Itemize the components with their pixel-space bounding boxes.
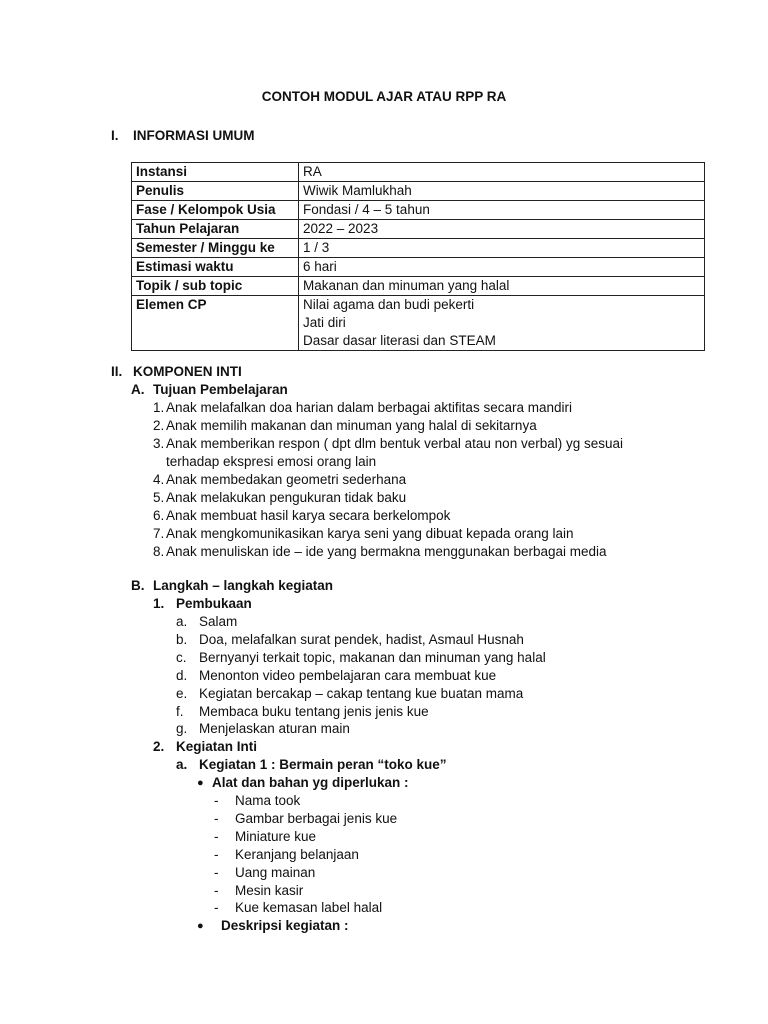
bullet-icon: ● xyxy=(197,777,204,789)
info-value-line: Dasar dasar literasi dan STEAM xyxy=(303,333,496,348)
goal-text: Anak memberikan respon ( dpt dlm bentuk verbal atau non verbal) yg sesuai xyxy=(166,436,623,451)
info-value xyxy=(299,201,705,220)
goal-text: Anak mengkomunikasikan karya seni yang dibuat kepada orang lain xyxy=(166,526,574,541)
subsection-b-letter: B. xyxy=(131,578,145,593)
subsection-b-heading: Langkah – langkah kegiatan xyxy=(153,578,334,593)
document-title: CONTOH MODUL AJAR ATAU RPP RA xyxy=(261,89,507,104)
goal-text: Anak melafalkan doa harian dalam berbagai aktifitas secara mandiri xyxy=(166,400,572,415)
goal-text: Anak menuliskan ide – ide yang bermakna menggunakan berbagai media xyxy=(166,544,607,559)
info-value xyxy=(299,220,705,239)
info-row xyxy=(132,258,705,277)
goal-text-continued: terhadap ekspresi emosi orang lain xyxy=(166,454,377,469)
info-key: Elemen CP xyxy=(132,296,299,351)
goal-text: Anak membuat hasil karya secara berkelompok xyxy=(166,508,451,523)
goal-number: 2. xyxy=(153,418,165,433)
info-value-line: RA xyxy=(303,164,322,179)
info-row xyxy=(132,201,705,220)
info-key: Fase / Kelompok Usia xyxy=(132,201,299,220)
info-value-line: 6 hari xyxy=(303,259,337,274)
opening-item-letter: f. xyxy=(176,703,184,719)
info-value xyxy=(299,277,705,296)
section-1-number: I. xyxy=(111,128,119,143)
info-value-line: Nilai agama dan budi pekerti xyxy=(303,297,475,312)
goal-number: 8. xyxy=(153,544,165,559)
section-2-heading: KOMPONEN INTI xyxy=(133,364,242,379)
goal-number: 6. xyxy=(153,508,165,523)
info-value-line: 2022 – 2023 xyxy=(303,221,379,236)
info-value xyxy=(299,182,705,201)
dash-marker: - xyxy=(214,864,219,880)
opening-item-text: Doa, melafalkan surat pendek, hadist, Asmaul Husnah xyxy=(199,631,524,647)
dash-marker: - xyxy=(214,793,219,808)
info-value-line: Fondasi / 4 – 5 tahun xyxy=(303,202,430,217)
goal-text: Anak membedakan geometri sederhana xyxy=(166,472,407,487)
opening-item-letter: d. xyxy=(176,667,188,683)
info-table xyxy=(131,162,705,351)
opening-item-letter: e. xyxy=(176,685,188,701)
bullet-icon: ● xyxy=(197,920,204,932)
tool-item: Kue kemasan label halal xyxy=(235,900,383,916)
info-value-line: Makanan dan minuman yang halal xyxy=(303,278,510,293)
dash-marker: - xyxy=(214,810,219,826)
tool-item: Uang mainan xyxy=(235,864,316,880)
info-value xyxy=(299,296,705,351)
dash-marker: - xyxy=(214,900,219,916)
opening-item-text: Bernyanyi terkait topic, makanan dan minuman yang halal xyxy=(199,649,546,665)
info-value-line: Wiwik Mamlukhah xyxy=(303,183,412,198)
tool-item: Mesin kasir xyxy=(235,882,304,898)
description-heading: Deskripsi kegiatan : xyxy=(221,918,349,933)
goal-number: 3. xyxy=(153,436,165,451)
opening-item-letter: c. xyxy=(176,649,187,665)
subsection-a-heading: Tujuan Pembelajaran xyxy=(153,382,288,397)
info-row xyxy=(132,296,705,351)
info-row xyxy=(132,220,705,239)
goal-number: 1. xyxy=(153,400,165,415)
info-value xyxy=(299,239,705,258)
goal-text: Anak memilih makanan dan minuman yang halal di sekitarnya xyxy=(166,418,537,433)
info-key: Semester / Minggu ke xyxy=(132,239,299,258)
tool-item: Keranjang belanjaan xyxy=(235,846,359,862)
dash-marker: - xyxy=(214,828,219,844)
step-2-heading: Kegiatan Inti xyxy=(176,739,258,754)
info-row xyxy=(132,163,705,182)
activity-letter: a. xyxy=(176,757,188,772)
section-2-number: II. xyxy=(111,364,123,379)
opening-item-text: Salam xyxy=(199,614,238,629)
subsection-a-letter: A. xyxy=(131,382,145,397)
opening-item-letter: a. xyxy=(176,614,188,629)
info-value-line: 1 / 3 xyxy=(303,240,330,255)
opening-item-text: Kegiatan bercakap – cakap tentang kue buatan mama xyxy=(199,685,524,701)
activity-heading: Kegiatan 1 : Bermain peran “toko kue” xyxy=(199,757,447,772)
info-value xyxy=(299,258,705,277)
tool-item: Miniature kue xyxy=(235,828,317,844)
info-row xyxy=(132,277,705,296)
dash-marker: - xyxy=(214,846,219,862)
goal-number: 4. xyxy=(153,472,165,487)
info-key: Tahun Pelajaran xyxy=(132,220,299,239)
tool-item: Gambar berbagai jenis kue xyxy=(235,810,398,826)
opening-item-letter: b. xyxy=(176,631,188,647)
info-value-line: Jati diri xyxy=(303,315,346,330)
goal-text: Anak melakukan pengukuran tidak baku xyxy=(166,490,407,505)
opening-item-letter: g. xyxy=(176,721,188,737)
info-key: Estimasi waktu xyxy=(132,258,299,277)
section-1-heading: INFORMASI UMUM xyxy=(133,128,255,143)
info-key: Topik / sub topic xyxy=(132,277,299,296)
info-key: Penulis xyxy=(132,182,299,201)
dash-marker: - xyxy=(214,882,219,898)
tool-item: Nama took xyxy=(235,793,301,808)
info-value xyxy=(299,163,705,182)
step-1-number: 1. xyxy=(153,596,165,611)
opening-item-text: Membaca buku tentang jenis jenis kue xyxy=(199,703,429,719)
opening-item-text: Menonton video pembelajaran cara membuat kue xyxy=(199,667,497,683)
tools-heading: Alat dan bahan yg diperlukan : xyxy=(212,775,409,790)
goal-number: 5. xyxy=(153,490,165,505)
opening-item-text: Menjelaskan aturan main xyxy=(199,721,350,737)
info-key: Instansi xyxy=(132,163,299,182)
info-row xyxy=(132,239,705,258)
info-row xyxy=(132,182,705,201)
step-1-heading: Pembukaan xyxy=(176,596,252,611)
step-2-number: 2. xyxy=(153,739,165,754)
goal-number: 7. xyxy=(153,526,165,541)
